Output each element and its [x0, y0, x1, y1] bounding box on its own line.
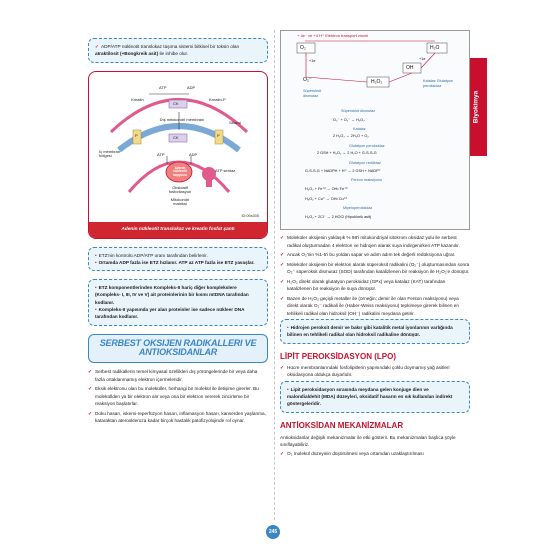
eq-enzyme-6: Miyeloperoksidaz [343, 206, 373, 210]
eq-enzyme-5: Fenton reaksiyonu [351, 178, 383, 182]
label-oh: OH [406, 65, 414, 71]
label-p-right: P [217, 132, 220, 138]
eq-reaction-5: H₂O₂ + Fe⁺² → OH• Fe⁺³ [305, 187, 348, 191]
list-item: ✓ H₂O₂ direkt olarak glutatyon peroksidaz (GPx) veya katalaz (KAT) tarafından katalizlenen bir reaksiyon ile suya dönüşür. [280, 278, 470, 293]
eq-reaction-4: G-S-S-G + NADPH + H⁺ → 2 GSH + NADP⁺ [305, 169, 381, 173]
label-h2o: H₂O [430, 45, 440, 51]
label-h2o2: H₂O₂ [371, 79, 383, 85]
list-item: ✓ Hücre membranlarındaki fosfolipitlerin yapısındaki çoklu doymamış yağ asitleri oksidasyona oldukça duyarlıdır. [280, 364, 470, 379]
translocase-diagram [88, 71, 268, 239]
label-inner-membrane: İç membran bölgesi [99, 148, 121, 159]
label-superoxide: O₂⁻ [303, 77, 312, 83]
info-box-hydroxyl: • Hidrojen peroksit demir ve bakır gibi katalitik metal iyonlarının varlığında bilinen en tehlikeli radikal olan hidroksil radikaline dönüşür. [280, 319, 470, 344]
label-sitozol: Sitozol [229, 119, 242, 125]
diagram-caption: Adenin nükleotit translokaz ve kreatin fosfat şantı [89, 222, 267, 238]
eq-reaction-6: H₂O₂ + Cu⁺ → OH• Cu⁺² [305, 197, 347, 201]
eq-reaction-3: 2 GSH + H₂O₂ → 2 H₂O + G-S-S-G [317, 151, 377, 155]
label-adp-top: ADP [187, 84, 196, 90]
section-title-radicals: SERBEST OKSIJEN RADIKALLERI VE ANTIOKSIDANLAR [88, 334, 268, 364]
info-box-translokaz [88, 38, 268, 63]
chapter-tab-label: Biyokimya [472, 90, 480, 124]
column-divider [274, 30, 275, 520]
label-o2: O₂ [300, 45, 306, 51]
lpo-heading: LİPİT PEROKSİDASYON (LPO) [280, 351, 397, 361]
antioxidant-heading: ANTİOKSİDAN MEKANİZMALAR [280, 420, 404, 430]
oxygen-list [280, 234, 470, 317]
label-kreatin-p: Kreatin-P [209, 96, 226, 102]
list-item: ✓ Eksik elektronu olan bu moleküller, herhangi bir molekül ile iletişime girerler. Bu moleküllden ya bir elektron alır veya ona bir elektron vererek zincirleme bir reaksiyon başlatırlar. [88, 385, 268, 408]
lpo-box-text: Lipit peroksidasyon sırasında meydana gelen konjuge dien ve malondialdehit (MDA) düzeyleri, oksidatif hasarın en sık kullanılan indirekt göstergeleridir. [287, 386, 453, 407]
page-number: 245 [266, 525, 280, 539]
label-outer-membrane: Dış mitokondri membranı [159, 116, 205, 122]
hydroxyl-text: Hidrojen peroksit demir ve bakır gibi katalitik metal iyonlarının varlığında bilinen en tehlikeli radikal olan hidroksil radikaline dönüşür. [287, 325, 453, 338]
eq-enzyme-3: Glutatyon peroksidaz [349, 144, 385, 148]
eq-enzyme-2: Katalaz [353, 127, 366, 131]
eq-reaction-2: 2 H₂O₂ → 2H₂O + O₂ [333, 134, 369, 138]
etz-text-1: ETZ'nin kontrolü ADP/ATP oranı tarafından belirlenir. [98, 252, 208, 258]
left-column [88, 38, 268, 427]
check-icon: ✓ [95, 44, 99, 49]
kompleks-line-1: • ETZ komponentlerinden Kompleks-II hariç diğer komplekslere (Kompleks- I, III, IV ve V) ait proteinlerinin bir kısmı mtDNA tarafından kodlanır. [95, 285, 249, 305]
list-item: ✓ Serbest radikallerin temel kimyasal özellikleri dış yörüngelerinde bir veya daha fazla ortaklanmamış elektron içermeleridir. [88, 368, 268, 383]
lpo-list [280, 364, 470, 379]
kompleks-text-1: ETZ komponentlerinden Kompleks-II hariç diğer komplekslere (Kompleks- I, III, IV ve V) ait proteinlerinin bir kısmı mtDNA tarafından kodlanır. [95, 285, 249, 305]
label-matrix: Mitokondri matriksi [170, 196, 190, 207]
antioxidant-list [280, 450, 470, 458]
etz-line-1: • ETZ'nin kontrolü ADP/ATP oranı tarafından belirlenir. [95, 252, 208, 258]
list-item: ✓ Bazen de H₂O₂ geçişli metaller ile (örneğin; demir ile olan Fenton reaksiyonu) veya direkt olarak O₂⁻ radikali ile (Haber-Weiss reaksiyonu) tepkimeye girerek bilinen en tehlikeli radikal olan hidroksil (OH⁻) radikalini meydana getirir. [280, 295, 470, 318]
label-ck-mid: CK [173, 134, 179, 140]
eq-reaction-7: H₂O₂ + 2Cl⁻ → 2 HOCl (Hipoklorik asit) [305, 215, 372, 219]
label-katalaz: Katalaz Glutatyon peroksidaz [423, 79, 453, 88]
label-translocase: Adenin nükleotit taşıyıcısı [173, 165, 187, 177]
info-box-kompleks [88, 279, 268, 325]
list-item: ✓ Doku hasarı, iskemi-reperfüzyon hasarı, inflamasyon hasarı, kanserden yaşlanma, kataraktan aterosklerоza kadar birçok hastalık patofizyolojinde rol oynar. [88, 410, 268, 425]
label-p-left: P [135, 132, 138, 138]
kompleks-line-2: • Kompleks-II yapısında yer alan proteinler ise sadece nükleer DNA tarafından kodlanır. [95, 306, 245, 320]
etz-text-2: Ortamda ADP fazla ise ETZ hızlanır. ATP az ATP fazla ise ETZ yavaşlar. [98, 259, 255, 265]
label-atp-synthase: ATP sentaz [215, 167, 236, 173]
info-box-etz-control [88, 247, 268, 272]
radical-list [88, 368, 268, 425]
info-bold: atraktilosit (+Bongkreik asit) [95, 51, 159, 57]
label-plus1e-a: +1e [309, 59, 316, 63]
list-item: ✓ O₂ molekül düzeyinin düşürülmesi veya ortamdan uzaklaştırılması [280, 450, 470, 458]
label-atp-top: ATP [159, 84, 167, 90]
list-item: ✓ Ancak O₂'nin %1-5'i bu yoldan sapar ve adım adım tek değerli redüksiyona uğrar. [280, 251, 470, 259]
list-item: ✓ Moleküler oksijenin yaklaşık % 98'i mitokondriyal sitokrom oksidaz yolu ile serbest radikal oluşturmadan 4 elektron ve hidrojen alarak suya indirgenirken ATP kazanılır. [280, 234, 470, 249]
info-text-end: ile inhibe olur. [158, 51, 189, 57]
info-text: ADP/ATP nükleotit translokaz taşıma sistemi bitkisel bir toksin olan [100, 44, 240, 49]
etz-line-2: • Ortamda ADP fazla ise ETZ hızlanır. ATP az ATP fazla ise ETZ yavaşlar. [95, 259, 255, 265]
eq-enzyme-4: Glutatyon redüktaz [349, 161, 381, 165]
eq-enzyme-1: Süperoksit dismutaz [341, 109, 376, 113]
antioxidant-paragraph: Antioksidanlar değişik mekanizmalar ile etki gösterir. Bu mekanizmaları başlıca şöyle sınıflayabiliriz. [280, 434, 456, 447]
reaction-panel [280, 30, 470, 230]
info-box-lpo: • Lipit peroksidasyon sırasında meydana gelen konjuge dien ve malondialdehit (MDA) düzeyleri, oksidatif hasarın en sık kullanılan indirekt göstergeleridir. [280, 381, 470, 413]
label-oxidative-phosphorylation: Oksidatif fosforilasyon [168, 184, 192, 195]
kompleks-text-2: Kompleks-II yapısında yer alan proteinler ise sadece nükleer DNA tarafından kodlanır. [95, 306, 245, 320]
label-atp-bottom: ATP [157, 151, 165, 157]
label-ck-top: CK [173, 100, 179, 106]
right-column [280, 30, 470, 460]
eq-reaction-1: O₂⁻ + O₂⁻ → H₂O₂ [333, 118, 365, 122]
label-kreatin: Kreatin [131, 96, 144, 102]
list-item: ✓ Moleküler oksijenin bir elektron alarak süperoksit radikalini (O₂⁻) oluşturmasından sonra O₂⁻ süperoksit dismutaz (SOD) tarafından katalizlenen bir reaksiyon ile H₂O₂'e dönüşür. [280, 261, 470, 276]
diagram-id: ID:09a305 [241, 213, 259, 218]
etz-label: + 4e⁻ ve +4 H⁺ Elektron transport zinciri [297, 33, 369, 38]
label-plus1e-b: +1e [419, 57, 426, 61]
label-sod: Süperoksit dismutaz [303, 89, 321, 98]
label-adp-bottom: ADP [189, 151, 198, 157]
